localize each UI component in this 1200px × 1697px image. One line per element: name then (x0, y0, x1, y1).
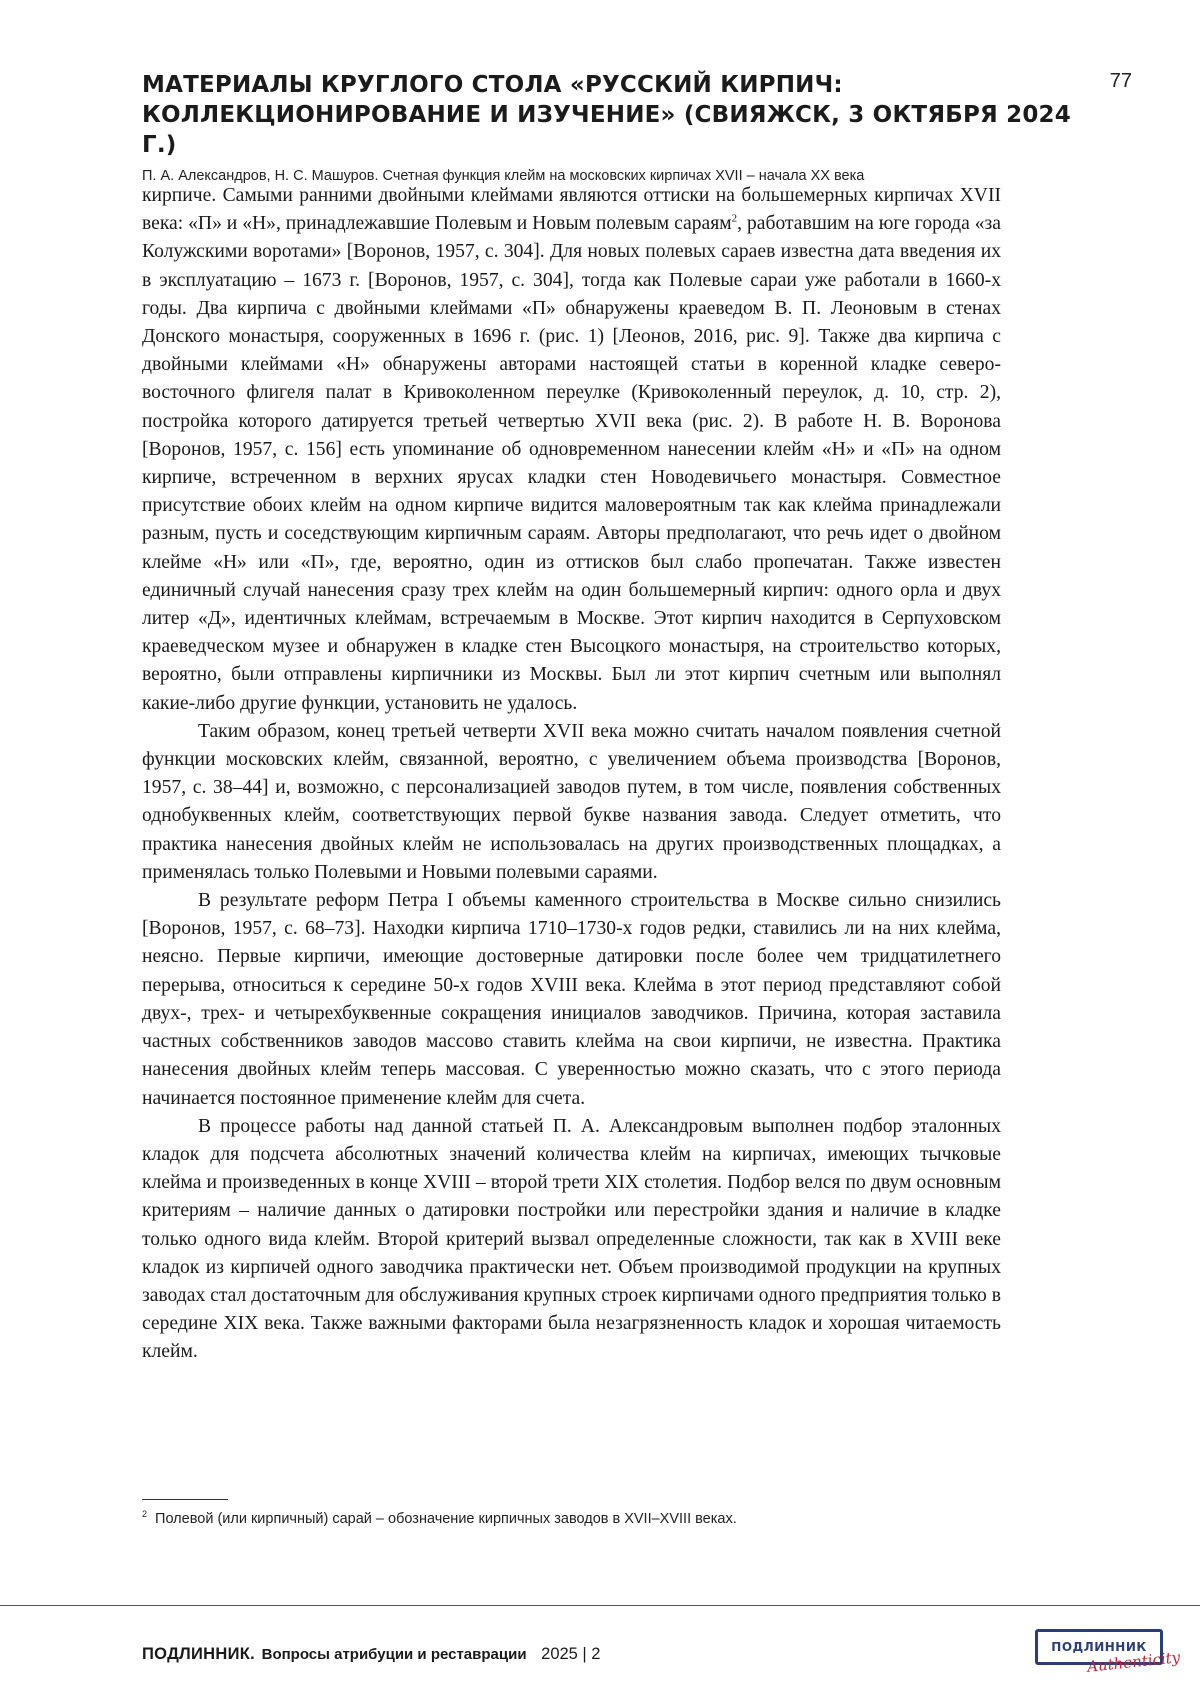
page-number: 77 (1110, 70, 1132, 93)
paragraph-3: В результате реформ Петра I объемы каменного строительства в Москве сильно снизились [Воронов, 1957, с. 68–73]. Находки кирпича 1710–1730-х годов редки, ставились ли на них клейма, неясно. Первые кирпичи, имеющие достоверные датировки после более чем тридцатилетнего перерыва, относиться к середине 50-х годов XVIII века. Клейма в этот период представляют собой двух-, трех- и четырехбуквенные сокращения инициалов заводчиков. Причина, которая заставила частных собственников заводов массово ставить клейма на свои кирпичи, не известна. Практика нанесения двойных клейм теперь массовая. С уверенностью можно сказать, что с этого периода начинается постоянное применение клейм для счета. (142, 887, 1001, 1113)
paragraph-2: Таким образом, конец третьей четверти XVII века можно считать началом появления счетной функции московских клейм, связанной, вероятно, с увеличением объема производства [Воронов, 1957, с. 38–44] и, возможно, с персонализацией заводов путем, в том числе, появления собственных однобуквенных клейм, соответствующих первой букве названия завода. Следует отметить, что практика нанесения двойных клейм не использовалась на других производственных площадках, а применялась только Полевыми и Новыми полевыми сараями. (142, 718, 1001, 887)
logo-script: Authenticity (1086, 1648, 1181, 1676)
footer-divider (0, 1605, 1200, 1606)
running-header (142, 70, 1102, 184)
paragraph-1 (142, 182, 1001, 718)
article-body (142, 182, 1001, 1367)
journal-subtitle: Вопросы атрибуции и реставрации (262, 1646, 527, 1663)
section-title: МАТЕРИАЛЫ КРУГЛОГО СТОЛА «РУССКИЙ КИРПИЧ: КОЛЛЕКЦИОНИРОВАНИЕ И ИЗУЧЕНИЕ» (СВИЯЖСК, 3 ОКТЯБРЯ 2024 Г.) (142, 70, 1102, 160)
paragraph-1-text-a: кирпиче. Самыми ранними двойными клеймами являются оттиски на большемерных кирпичах XVII века: «П» и «Н», принадлежавшие Полевым и Новым полевым сараям (142, 185, 1001, 234)
article-subtitle: П. А. Александров, Н. С. Машуров. Счетная функция клейм на московских кирпичах XVII – начала XX века (142, 168, 1102, 184)
logo-badge: ПОДЛИННИК (1035, 1629, 1163, 1665)
footnote-text: Полевой (или кирпичный) сарай – обозначение кирпичных заводов в XVII–XVIII веках. (155, 1511, 737, 1527)
footnote-divider (142, 1499, 228, 1500)
footnote-reference[interactable]: 2 (732, 213, 738, 225)
footnote (142, 1509, 1002, 1527)
journal-logo (1035, 1629, 1165, 1675)
journal-name: ПОДЛИННИК. (142, 1645, 255, 1663)
paragraph-4: В процессе работы над данной статьей П. А. Александровым выполнен подбор эталонных кладок для подсчета абсолютных значений количества клейм на кирпичах, имеющих тычковые клейма и произведенных в конце XVIII – второй трети XIX столетия. Подбор велся по двум основным критериям – наличие данных о датировки постройки или перестройки здания и наличие в кладке только одного вида клейм. Второй критерий вызвал определенные сложности, так как в XVIII веке кладок из кирпичей одного заводчика практически нет. Объем производимой продукции на крупных заводах стал достаточным для обслуживания крупных строек кирпичами одного предприятия только в середине XIX века. Также важными факторами была незагрязненность кладок и хорошая читаемость клейм. (142, 1113, 1001, 1367)
page-footer (142, 1645, 600, 1664)
issue-number: 2025 | 2 (541, 1645, 600, 1663)
paragraph-1-text-b: , работавшим на юге города «за Колужскими воротами» [Воронов, 1957, с. 304]. Для новых полевых сараев известна дата введения их в эксплуатацию – 1673 г. [Воронов, 1957, с. 304], тогда как Полевые сараи уже работали в 1660-х годы. Два кирпича с двойными клеймами «П» обнаружены краеведом В. П. Леоновым в стенах Донского монастыря, сооруженных в 1696 г. (рис. 1) [Леонов, 2016, рис. 9]. Также два кирпича с двойными клеймами «Н» обнаружены авторами настоящей статьи в коренной кладке северо-восточного флигеля палат в Кривоколенном переулке (Кривоколенный переулок, д. 10, стр. 2), постройка которого датируется третьей четвертью XVII века (рис. 2). В работе Н. В. Воронова [Воронов, 1957, с. 156] есть упоминание об одновременном нанесении клейм «Н» и «П» на одном кирпиче, встреченном в верхних ярусах кладки стен Новодевичьего монастыря. Совместное присутствие обоих клейм на одном кирпиче видится маловероятным так как клейма принадлежали разным, пусть и соседствующим кирпичным сараям. Авторы предполагают, что речь идет о двойном клейме «Н» или «П», где, вероятно, один из оттисков был слабо пропечатан. Также известен единичный случай нанесения сразу трех клейм на один большемерный кирпич: одного орла и двух литер «Д», идентичных клеймам, встречаемым в Москве. Этот кирпич находится в Серпуховском краеведческом музее и обнаружен в кладке стен Высоцкого монастыря, на строительство которых, вероятно, были отправлены кирпичники из Москвы. Был ли этот кирпич счетным или выполнял какие-либо другие функции, установить не удалось. (142, 213, 1001, 713)
footnote-mark: 2 (142, 1509, 147, 1519)
